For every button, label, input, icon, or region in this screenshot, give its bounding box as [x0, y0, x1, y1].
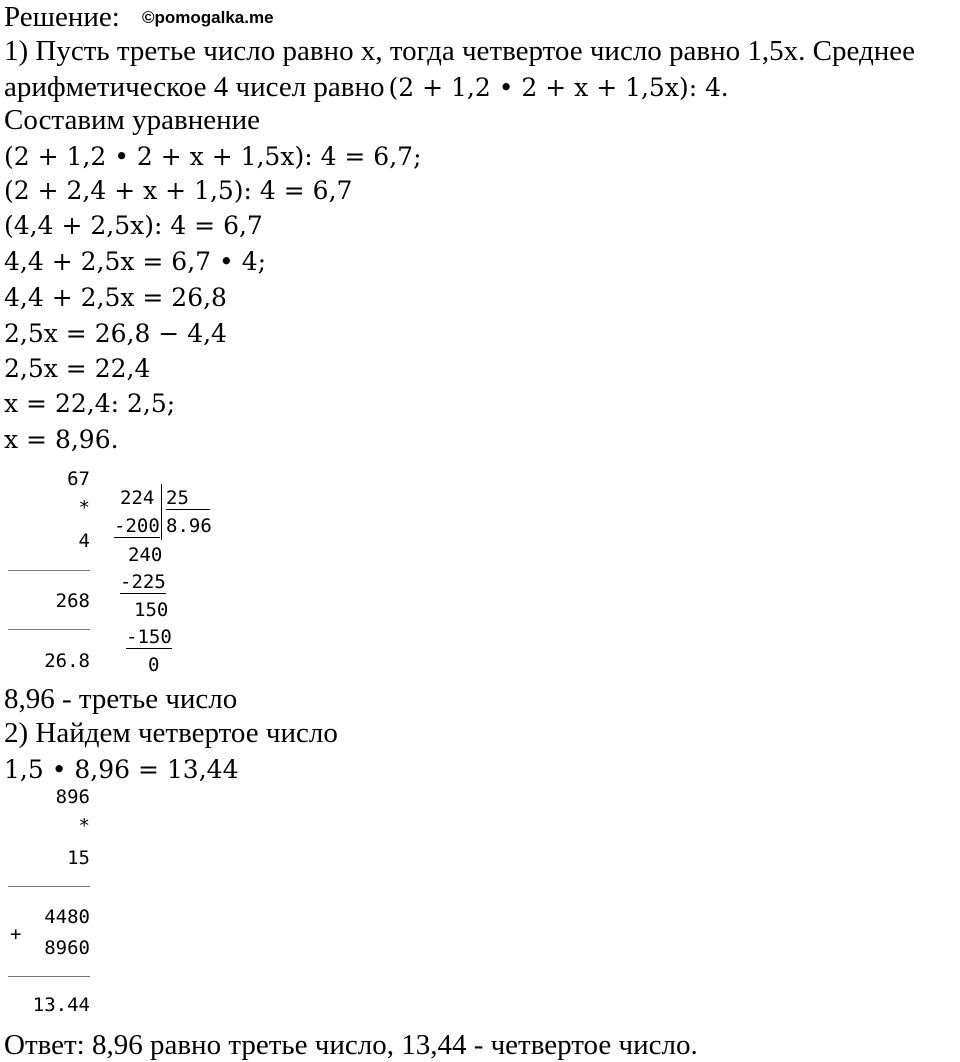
equation-8: x = 22,4: 2,5; — [4, 389, 176, 418]
div1-dividend: 224 — [120, 487, 155, 509]
mult2-plus-sign: + — [10, 923, 22, 945]
step1-line1: 1) Пусть третье число равно x, тогда четвертое число равно 1,5x. Среднее — [4, 35, 915, 67]
step1-line2-math: (2 + 1,2 • 2 + x + 1,5x): 4 — [388, 73, 721, 102]
div1-rem3: 0 — [148, 654, 160, 676]
div1-sub1: -200 — [114, 515, 160, 537]
step2-equation: 1,5 • 8,96 = 13,44 — [4, 755, 239, 784]
step1-line2 — [4, 70, 728, 105]
mult1-operator: * — [78, 497, 90, 519]
mult2-result: 13.44 — [32, 994, 90, 1016]
div1-divider-vertical — [161, 484, 162, 540]
div1-sub3: -150 — [126, 626, 172, 648]
third-number-text: 8,96 - третье число — [4, 683, 238, 715]
equation-7: 2,5x = 22,4 — [4, 354, 151, 383]
mult1-operand-b: 4 — [78, 530, 90, 552]
step2-title: 2) Найдем четвертое число — [4, 717, 338, 749]
equation-1: (2 + 1,2 • 2 + x + 1,5x): 4 = 6,7; — [4, 142, 422, 171]
mult2-operand-a: 896 — [55, 786, 90, 808]
mult1-partial: 268 — [55, 590, 90, 612]
equation-2: (2 + 2,4 + x + 1,5): 4 = 6,7 — [4, 176, 353, 205]
div1-divisor: 25 — [166, 487, 210, 510]
step1-line2-end: . — [720, 71, 729, 103]
equation-3: (4,4 + 2,5x): 4 = 6,7 — [4, 211, 263, 240]
div1-quotient: 8.96 — [166, 515, 212, 537]
equation-4: 4,4 + 2,5x = 6,7 • 4; — [4, 247, 267, 276]
div1-rem2: 150 — [134, 599, 169, 621]
equation-5: 4,4 + 2,5x = 26,8 — [4, 283, 227, 312]
step1-line2-text: арифметическое 4 чисел равно — [4, 71, 385, 103]
mult2-operator: * — [78, 815, 90, 837]
mult1-operand-a: 67 — [67, 468, 90, 490]
div1-sub2: -225 — [120, 571, 166, 593]
mult1-rule-2 — [8, 629, 90, 630]
compose-equation-text: Составим уравнение — [4, 104, 261, 136]
mult2-partial-1: 4480 — [44, 906, 90, 928]
watermark: ©pomogalka.me — [142, 8, 274, 27]
equation-6: 2,5x = 26,8 − 4,4 — [4, 319, 227, 348]
mult2-rule-2 — [8, 976, 90, 977]
mult2-rule-1 — [8, 886, 90, 887]
answer-text: Ответ: 8,96 равно третье число, 13,44 - четвертое число. — [4, 1029, 698, 1061]
equation-9: x = 8,96. — [4, 425, 119, 454]
mult2-partial-2: 8960 — [44, 937, 90, 959]
mult1-result: 26.8 — [44, 650, 90, 672]
mult2-operand-b: 15 — [67, 847, 90, 869]
solution-label: Решение: — [4, 1, 120, 33]
mult1-rule-1 — [8, 570, 90, 571]
div1-rem1: 240 — [128, 544, 163, 566]
